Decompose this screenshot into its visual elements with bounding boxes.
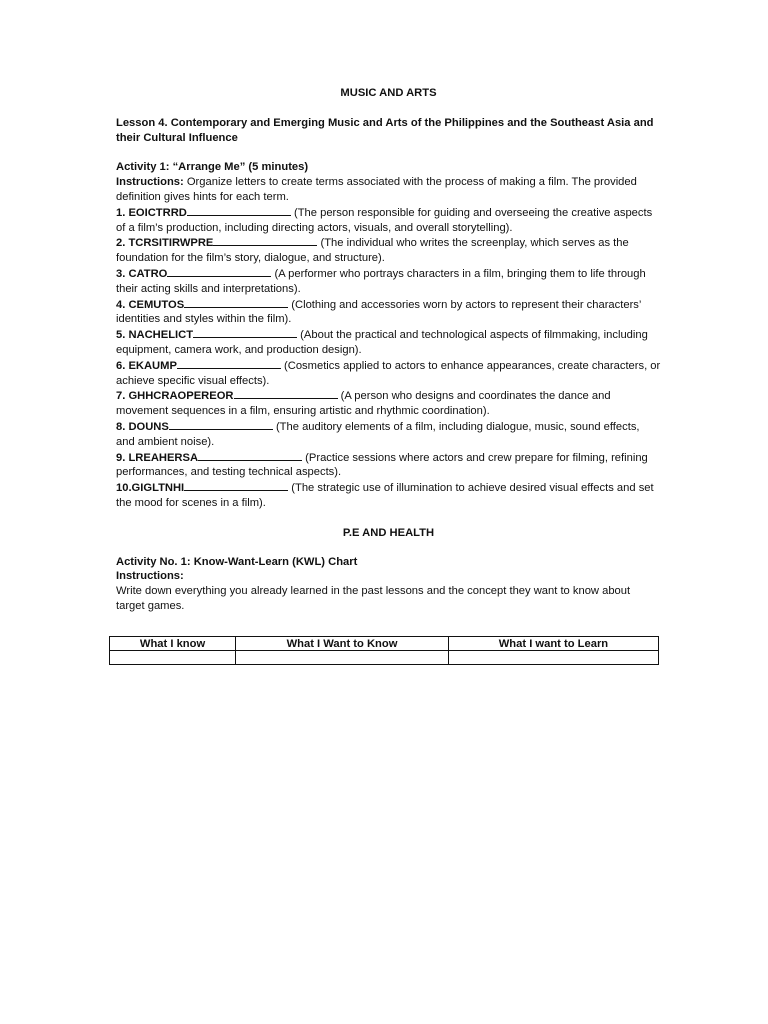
instructions-block bbox=[116, 175, 661, 205]
answer-blank[interactable] bbox=[169, 419, 273, 430]
item-definition: (Cosmetics applied to actors to enhance appearances, create characters, or achieve specific visual effects). bbox=[116, 359, 661, 387]
answer-blank[interactable] bbox=[234, 388, 338, 399]
item-definition: (The auditory elements of a film, including dialogue, music, sound effects, and ambient noise). bbox=[116, 420, 640, 448]
want-cell[interactable] bbox=[236, 651, 449, 665]
list-item bbox=[116, 327, 661, 358]
item-definition: (Practice sessions where actors and crew prepare for filming, refining performances, and testing technical aspects). bbox=[116, 451, 648, 479]
item-definition: (The strategic use of illumination to achieve desired visual effects and set the mood for scenes in a film). bbox=[116, 482, 654, 509]
answer-blank[interactable] bbox=[177, 358, 281, 369]
answer-blank[interactable] bbox=[184, 480, 288, 491]
list-item bbox=[116, 297, 661, 328]
list-item bbox=[116, 235, 661, 266]
list-item bbox=[116, 205, 661, 236]
list-item bbox=[116, 419, 661, 450]
list-item bbox=[116, 480, 661, 511]
item-definition: (The individual who writes the screenplay, which serves as the foundation for the film’s story, dialogue, and structure). bbox=[116, 237, 629, 265]
header-what-i-want-to-learn: What I want to Learn bbox=[448, 637, 658, 651]
table-row bbox=[110, 651, 659, 665]
music-arts-title: MUSIC AND ARTS bbox=[340, 87, 437, 99]
kwl-instructions-text: Write down everything you already learned in the past lessons and the concept they want to know about target games. bbox=[116, 585, 631, 612]
item-definition: (A performer who portrays characters in a film, bringing them to life through their acting skills and interpretations). bbox=[116, 267, 646, 295]
learn-cell[interactable] bbox=[448, 651, 658, 665]
item-definition: (The person responsible for guiding and overseeing the creative aspects of a film’s production, including directing actors, visuals, and overall storytelling). bbox=[116, 206, 653, 234]
list-item bbox=[116, 358, 661, 389]
answer-blank[interactable] bbox=[198, 450, 302, 461]
item-definition: (About the practical and technological aspects of filmmaking, including equipment, camera work, and production design). bbox=[116, 329, 648, 356]
arrange-items-list bbox=[116, 205, 661, 511]
kwl-instructions-label: Instructions: bbox=[116, 570, 184, 583]
header-what-i-know: What I know bbox=[110, 637, 236, 651]
activity-1-title: Activity 1: “Arrange Me” (5 minutes) bbox=[116, 161, 309, 174]
item-term: 4. CEMUTOS bbox=[116, 298, 185, 311]
kwl-activity-title: Activity No. 1: Know-Want-Learn (KWL) Chart bbox=[116, 555, 358, 568]
kwl-chart-table bbox=[109, 636, 659, 665]
item-term: 10.GIGLTNHI bbox=[116, 482, 185, 495]
lesson-heading: Lesson 4. Contemporary and Emerging Music and Arts of the Philippines and the Southeast Asia and their Cultural Influence bbox=[116, 116, 654, 144]
item-term: 8. DOUNS bbox=[116, 420, 169, 433]
table-header-row bbox=[110, 637, 659, 651]
pe-health-title: P.E AND HEALTH bbox=[342, 526, 435, 539]
header-what-i-want-to-know: What I Want to Know bbox=[236, 637, 449, 651]
document-content bbox=[116, 86, 661, 614]
item-term: 9. LREAHERSA bbox=[116, 451, 199, 464]
item-term: 1. EOICTRRD bbox=[116, 206, 187, 219]
item-term: 5. NACHELICT bbox=[116, 329, 194, 342]
instructions-label: Instructions: bbox=[116, 176, 184, 189]
list-item bbox=[116, 388, 661, 419]
item-definition: (Clothing and accessories worn by actors to represent their characters’ identities and styles within the film). bbox=[116, 298, 641, 326]
item-term: 2. TCRSITIRWPRE bbox=[116, 237, 214, 250]
answer-blank[interactable] bbox=[213, 235, 317, 246]
list-item bbox=[116, 266, 661, 297]
know-cell[interactable] bbox=[110, 651, 236, 665]
answer-blank[interactable] bbox=[193, 327, 297, 338]
answer-blank[interactable] bbox=[167, 266, 271, 277]
item-term: 6. EKAUMP bbox=[116, 359, 177, 372]
answer-blank[interactable] bbox=[187, 205, 291, 216]
instructions-text: Organize letters to create terms associated with the process of making a film. The provided definition gives hints for each term. bbox=[116, 176, 637, 203]
item-term: 3. CATRO bbox=[116, 267, 168, 280]
list-item bbox=[116, 450, 661, 481]
item-term: 7. GHHCRAOPEREOR bbox=[116, 390, 234, 403]
item-definition: (A person who designs and coordinates the dance and movement sequences in a film, ensuring artistic and rhythmic coordination). bbox=[116, 390, 611, 418]
answer-blank[interactable] bbox=[184, 297, 288, 308]
